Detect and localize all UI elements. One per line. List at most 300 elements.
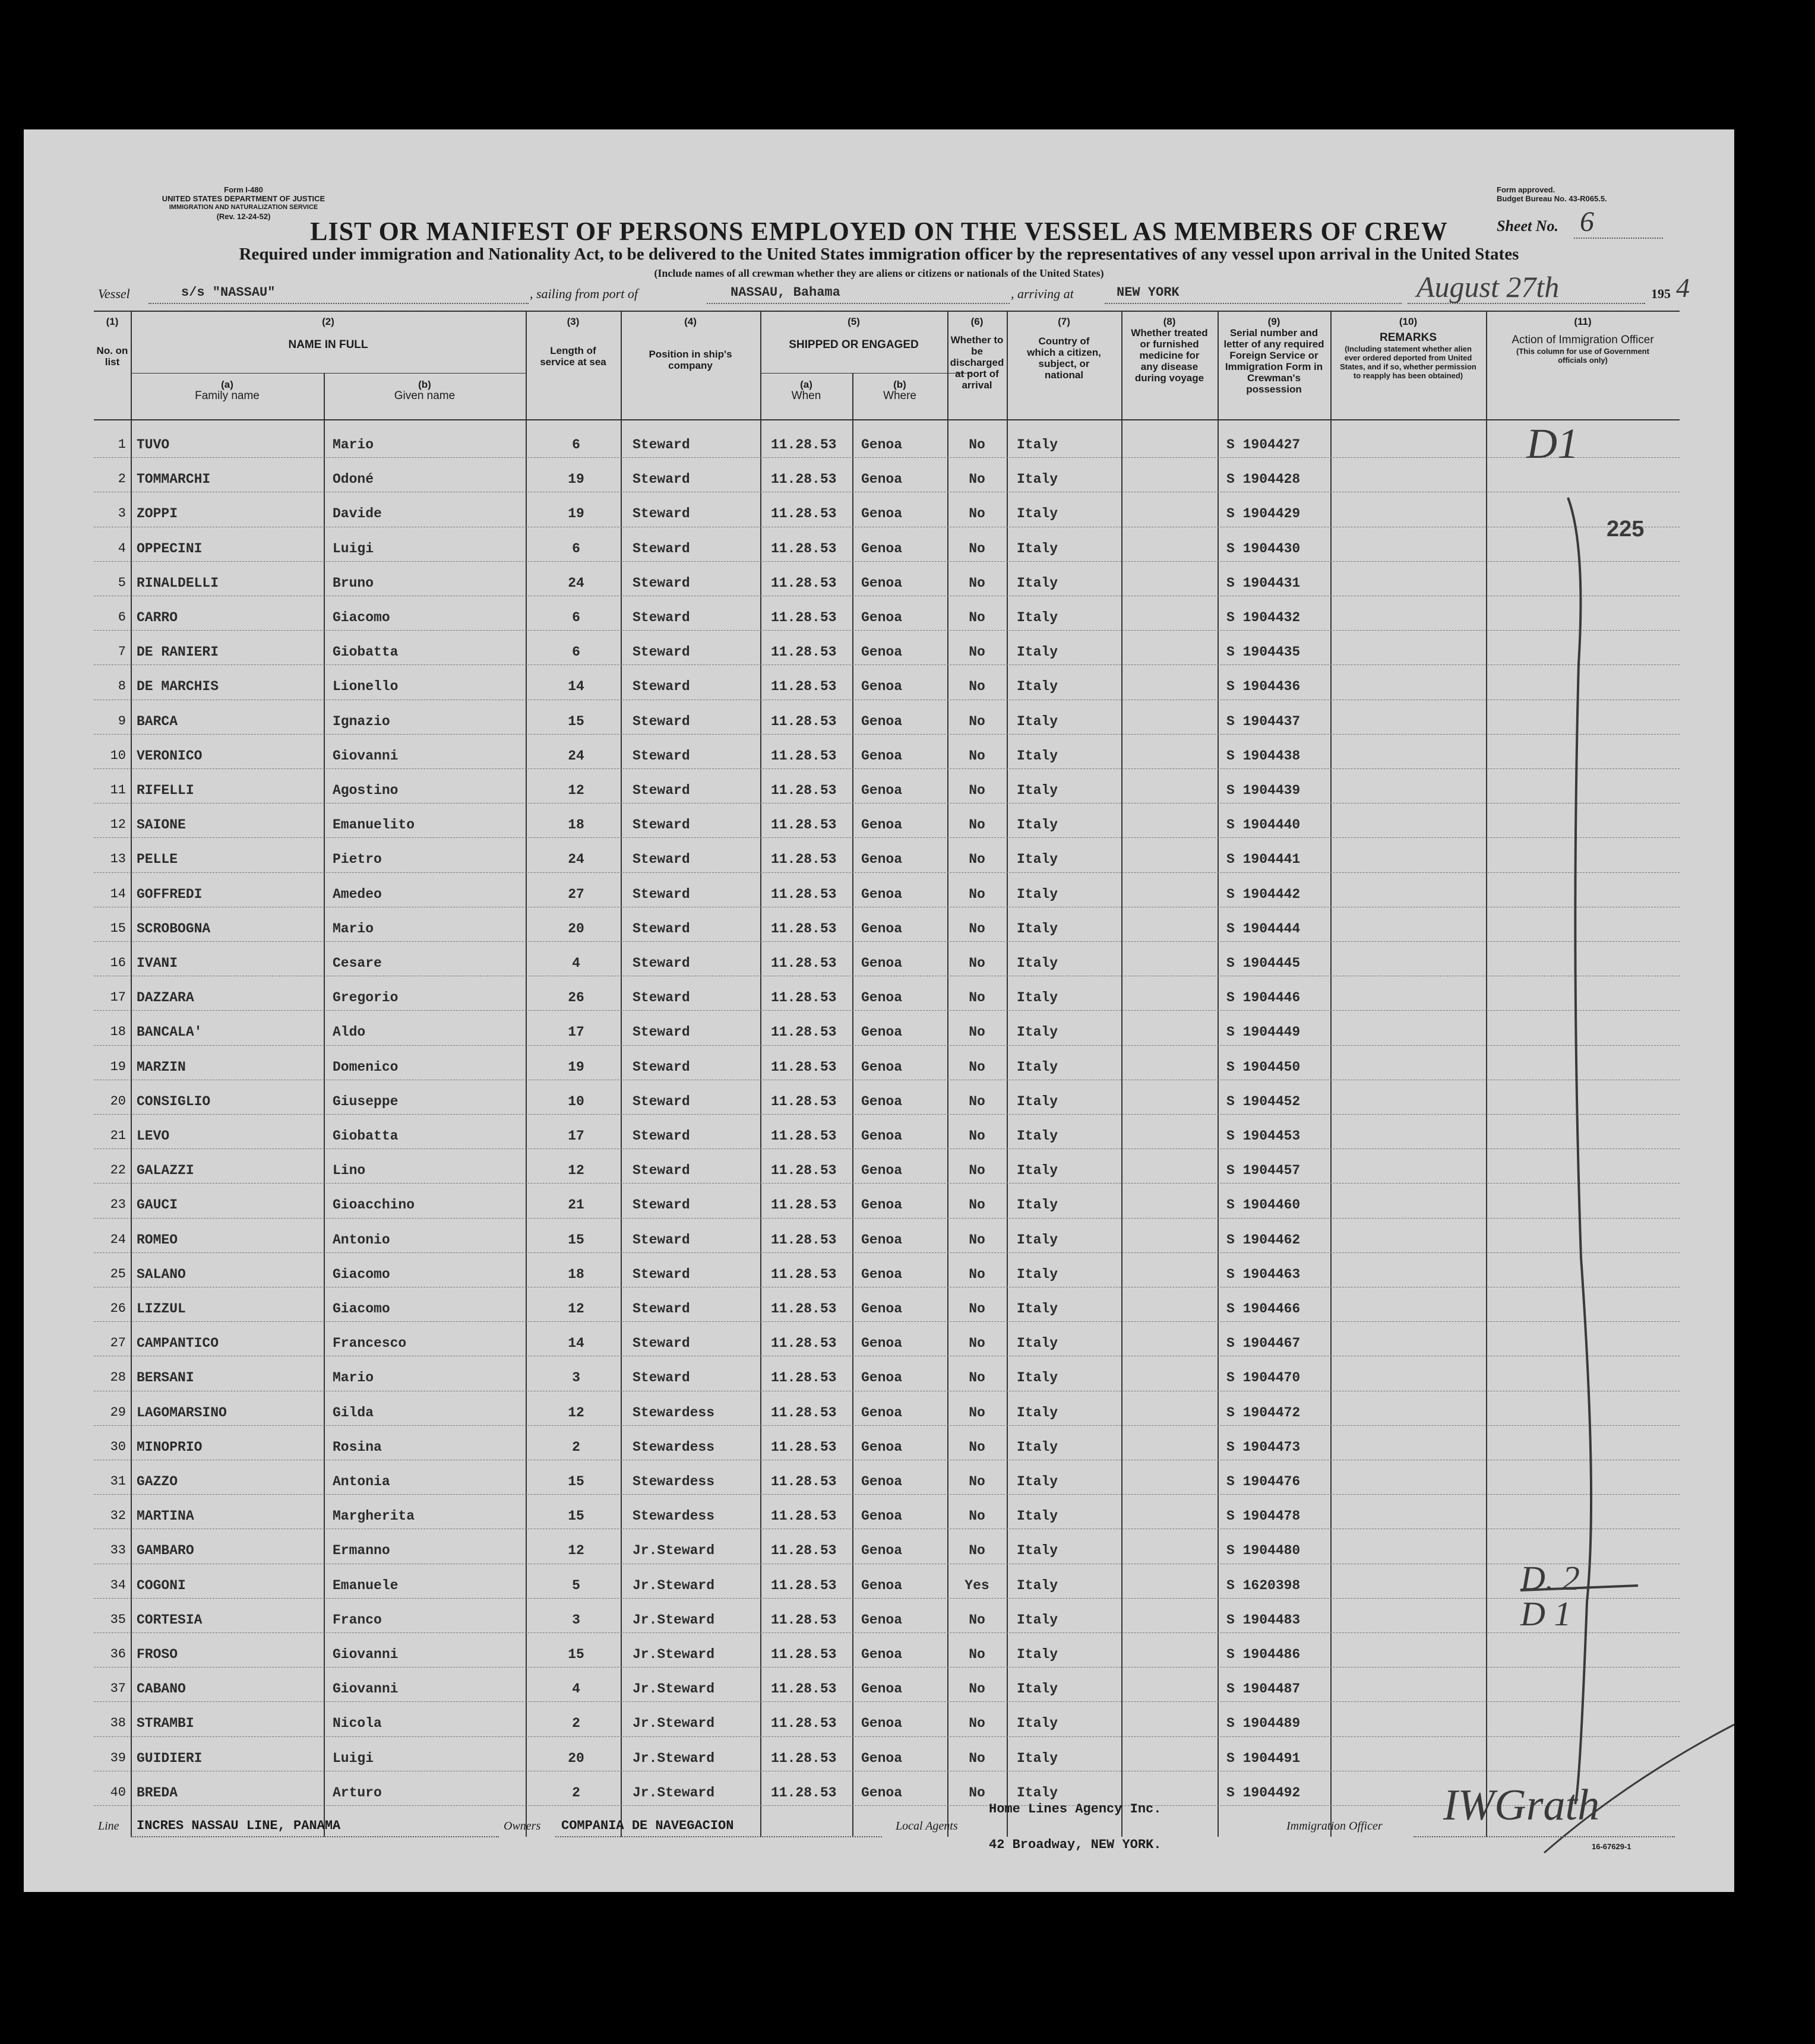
crew-given-cell: Odoné — [333, 472, 374, 488]
crew-country-cell: Italy — [1017, 1059, 1058, 1075]
crew-country-cell: Italy — [1017, 1093, 1058, 1109]
crew-country-cell: Italy — [1017, 610, 1058, 625]
crew-given-cell: Margherita — [333, 1508, 415, 1524]
crew-service-cell: 24 — [568, 748, 584, 764]
crew-position-cell: Steward — [633, 920, 690, 936]
list-number: 13 — [110, 852, 126, 867]
list-number: 27 — [110, 1336, 126, 1351]
col2a-letter: (a) — [221, 379, 233, 390]
crew-when-cell: 11.28.53 — [771, 1508, 837, 1524]
crew-serial-cell: S 1904489 — [1226, 1716, 1301, 1732]
col6-label: Whether to be discharged at port of arrival — [950, 334, 1004, 391]
pen-marks — [24, 129, 1734, 1892]
crew-when-cell: 11.28.53 — [771, 644, 837, 660]
crew-discharge-cell: No — [969, 1059, 985, 1075]
crew-family-cell: GAZZO — [137, 1474, 178, 1489]
col9-number: (9) — [1267, 316, 1280, 327]
crew-country-cell: Italy — [1017, 748, 1058, 764]
crew-where-cell: Genoa — [861, 886, 903, 902]
crew-family-cell: BANCALA' — [137, 1024, 203, 1040]
crew-given-cell: Lionello — [333, 679, 399, 695]
crew-given-cell: Agostino — [333, 783, 399, 798]
crew-position-cell: Steward — [633, 817, 690, 833]
crew-family-cell: MARTINA — [137, 1508, 194, 1524]
crew-when-cell: 11.28.53 — [771, 1681, 837, 1697]
col5-number: (5) — [848, 316, 860, 327]
crew-family-cell: ROMEO — [137, 1232, 178, 1248]
crew-country-cell: Italy — [1017, 540, 1058, 556]
list-number: 40 — [110, 1784, 126, 1800]
crew-service-cell: 12 — [568, 1163, 584, 1179]
crew-position-cell: Steward — [633, 1232, 690, 1248]
crew-service-cell: 10 — [568, 1093, 584, 1109]
crew-when-cell: 11.28.53 — [771, 713, 837, 729]
crew-country-cell: Italy — [1017, 1024, 1058, 1040]
crew-discharge-cell: No — [969, 1508, 985, 1524]
crew-serial-cell: S 1904486 — [1226, 1647, 1301, 1662]
crew-position-cell: Steward — [633, 748, 690, 764]
crew-given-cell: Mario — [333, 920, 374, 936]
crew-country-cell: Italy — [1017, 1370, 1058, 1386]
sheet-number: 6 — [1580, 206, 1594, 238]
crew-when-cell: 11.28.53 — [771, 1577, 837, 1593]
crew-where-cell: Genoa — [861, 1059, 903, 1075]
crew-service-cell: 12 — [568, 1301, 584, 1317]
crew-when-cell: 11.28.53 — [771, 1163, 837, 1179]
crew-where-cell: Genoa — [861, 1681, 903, 1697]
crew-family-cell: IVANI — [137, 955, 178, 971]
crew-serial-cell: S 1904439 — [1226, 783, 1301, 798]
crew-service-cell: 17 — [568, 1024, 584, 1040]
crew-where-cell: Genoa — [861, 1197, 903, 1213]
crew-discharge-cell: No — [969, 886, 985, 902]
crew-discharge-cell: No — [969, 1647, 985, 1662]
crew-family-cell: GAUCI — [137, 1197, 178, 1213]
crew-position-cell: Steward — [633, 1093, 690, 1109]
crew-when-cell: 11.28.53 — [771, 1093, 837, 1109]
annotation-d1-top: D1 — [1526, 420, 1579, 467]
crew-discharge-cell: No — [969, 1439, 985, 1455]
line-label: Line — [98, 1820, 119, 1833]
crew-service-cell: 6 — [572, 610, 580, 625]
crew-where-cell: Genoa — [861, 1439, 903, 1455]
crew-family-cell: CABANO — [137, 1681, 186, 1697]
crew-when-cell: 11.28.53 — [771, 886, 837, 902]
crew-country-cell: Italy — [1017, 955, 1058, 971]
vessel-label: Vessel — [98, 286, 130, 301]
manifest-title: LIST OR MANIFEST OF PERSONS EMPLOYED ON THE VESSEL AS MEMBERS OF CREW — [310, 217, 1448, 246]
crew-service-cell: 15 — [568, 1232, 584, 1248]
crew-when-cell: 11.28.53 — [771, 1716, 837, 1732]
crew-serial-cell: S 1620398 — [1226, 1577, 1301, 1593]
crew-serial-cell: S 1904431 — [1226, 575, 1301, 591]
annotation-count: 225 — [1607, 517, 1645, 542]
crew-where-cell: Genoa — [861, 1543, 903, 1559]
crew-serial-cell: S 1904427 — [1226, 437, 1301, 453]
crew-serial-cell: S 1904449 — [1226, 1024, 1301, 1040]
crew-serial-cell: S 1904450 — [1226, 1059, 1301, 1075]
crew-country-cell: Italy — [1017, 1197, 1058, 1213]
col8-number: (8) — [1163, 316, 1176, 327]
crew-country-cell: Italy — [1017, 506, 1058, 522]
crew-serial-cell: S 1904428 — [1226, 472, 1301, 488]
arriving-label: , arriving at — [1011, 286, 1074, 301]
crew-when-cell: 11.28.53 — [771, 575, 837, 591]
crew-discharge-cell: No — [969, 1232, 985, 1248]
crew-serial-cell: S 1904463 — [1226, 1266, 1301, 1282]
crew-serial-cell: S 1904432 — [1226, 610, 1301, 625]
crew-where-cell: Genoa — [861, 1577, 903, 1593]
crew-family-cell: ZOPPI — [137, 506, 178, 522]
crew-position-cell: Steward — [633, 1024, 690, 1040]
crew-given-cell: Luigi — [333, 1750, 374, 1766]
crew-where-cell: Genoa — [861, 1093, 903, 1109]
crew-country-cell: Italy — [1017, 1163, 1058, 1179]
crew-discharge-cell: No — [969, 1128, 985, 1144]
crew-position-cell: Steward — [633, 679, 690, 695]
crew-position-cell: Stewardess — [633, 1404, 715, 1420]
crew-discharge-cell: No — [969, 1024, 985, 1040]
crew-when-cell: 11.28.53 — [771, 1266, 837, 1282]
list-number: 22 — [110, 1163, 126, 1178]
list-number: 1 — [118, 437, 126, 452]
crew-service-cell: 2 — [572, 1439, 580, 1455]
crew-where-cell: Genoa — [861, 990, 903, 1006]
crew-discharge-cell: No — [969, 783, 985, 798]
crew-family-cell: TUVO — [137, 437, 170, 453]
crew-serial-cell: S 1904476 — [1226, 1474, 1301, 1489]
crew-discharge-cell: No — [969, 1681, 985, 1697]
crew-country-cell: Italy — [1017, 1647, 1058, 1662]
list-number: 25 — [110, 1266, 126, 1282]
crew-serial-cell: S 1904480 — [1226, 1543, 1301, 1559]
crew-position-cell: Stewardess — [633, 1474, 715, 1489]
crew-family-cell: CONSIGLIO — [137, 1093, 211, 1109]
crew-discharge-cell: No — [969, 852, 985, 868]
crew-position-cell: Jr.Steward — [633, 1647, 715, 1662]
crew-discharge-cell: No — [969, 1370, 985, 1386]
list-number: 5 — [118, 575, 126, 590]
col10-label: REMARKS — [1379, 331, 1437, 344]
agents-value-2: 42 Broadway, NEW YORK. — [989, 1837, 1162, 1852]
crew-position-cell: Jr.Steward — [633, 1577, 715, 1593]
crew-service-cell: 6 — [572, 644, 580, 660]
crew-service-cell: 15 — [568, 1474, 584, 1489]
crew-service-cell: 20 — [568, 1750, 584, 1766]
crew-where-cell: Genoa — [861, 575, 903, 591]
crew-given-cell: Lino — [333, 1163, 366, 1179]
crew-given-cell: Gioacchino — [333, 1197, 415, 1213]
crew-serial-cell: S 1904483 — [1226, 1612, 1301, 1628]
crew-given-cell: Francesco — [333, 1336, 407, 1352]
form-approved: Form approved. — [1497, 185, 1555, 194]
crew-position-cell: Steward — [633, 540, 690, 556]
crew-where-cell: Genoa — [861, 437, 903, 453]
crew-country-cell: Italy — [1017, 437, 1058, 453]
list-number: 11 — [110, 783, 126, 798]
agents-label: Local Agents — [896, 1820, 958, 1833]
crew-given-cell: Bruno — [333, 575, 374, 591]
crew-where-cell: Genoa — [861, 644, 903, 660]
crew-given-cell: Pietro — [333, 852, 382, 868]
crew-where-cell: Genoa — [861, 1716, 903, 1732]
crew-discharge-cell: No — [969, 713, 985, 729]
crew-country-cell: Italy — [1017, 852, 1058, 868]
crew-position-cell: Steward — [633, 437, 690, 453]
crew-when-cell: 11.28.53 — [771, 1543, 837, 1559]
list-number: 21 — [110, 1128, 126, 1143]
crew-discharge-cell: No — [969, 1197, 985, 1213]
col7-label: Country of which a citizen, subject, or national — [1027, 336, 1101, 381]
crew-discharge-cell: No — [969, 437, 985, 453]
list-number: 4 — [118, 540, 126, 556]
crew-position-cell: Steward — [633, 472, 690, 488]
crew-service-cell: 18 — [568, 1266, 584, 1282]
crew-serial-cell: S 1904492 — [1226, 1784, 1301, 1801]
list-number: 10 — [110, 748, 126, 763]
crew-given-cell: Mario — [333, 1370, 374, 1386]
list-number: 8 — [118, 679, 126, 694]
list-number: 30 — [110, 1439, 126, 1454]
crew-when-cell: 11.28.53 — [771, 506, 837, 522]
crew-family-cell: VERONICO — [137, 748, 203, 764]
arriving-port: NEW YORK — [1117, 285, 1180, 300]
col11-label: Action of Immigration Officer — [1512, 334, 1654, 346]
crew-discharge-cell: No — [969, 1543, 985, 1559]
crew-family-cell: RIFELLI — [137, 783, 194, 798]
sailing-port: NASSAU, Bahama — [731, 285, 840, 300]
col11-note: (This column for use of Government officials only) — [1516, 347, 1649, 365]
owners-value: COMPANIA DE NAVEGACION — [561, 1818, 734, 1833]
list-number: 3 — [118, 506, 126, 521]
crew-service-cell: 14 — [568, 679, 584, 695]
crew-service-cell: 20 — [568, 920, 584, 936]
crew-serial-cell: S 1904438 — [1226, 748, 1301, 764]
crew-service-cell: 12 — [568, 1543, 584, 1559]
crew-position-cell: Jr.Steward — [633, 1784, 715, 1801]
crew-when-cell: 11.28.53 — [771, 817, 837, 833]
col8-label: Whether treated or furnished medicine for any disease during voyage — [1131, 327, 1208, 384]
crew-position-cell: Steward — [633, 1163, 690, 1179]
crew-given-cell: Gregorio — [333, 990, 399, 1006]
crew-family-cell: LIZZUL — [137, 1301, 186, 1317]
crew-when-cell: 11.28.53 — [771, 955, 837, 971]
crew-country-cell: Italy — [1017, 783, 1058, 798]
crew-position-cell: Steward — [633, 610, 690, 625]
crew-discharge-cell: No — [969, 955, 985, 971]
crew-position-cell: Jr.Steward — [633, 1543, 715, 1559]
list-number: 35 — [110, 1612, 126, 1627]
crew-given-cell: Antonio — [333, 1232, 390, 1248]
crew-service-cell: 27 — [568, 886, 584, 902]
crew-position-cell: Stewardess — [633, 1439, 715, 1455]
col1-label: No. on list — [96, 345, 128, 368]
crew-discharge-cell: No — [969, 1093, 985, 1109]
crew-serial-cell: S 1904467 — [1226, 1336, 1301, 1352]
col2b-letter: (b) — [418, 379, 431, 390]
crew-where-cell: Genoa — [861, 1301, 903, 1317]
crew-given-cell: Nicola — [333, 1716, 382, 1732]
crew-when-cell: 11.28.53 — [771, 1370, 837, 1386]
crew-discharge-cell: No — [969, 1612, 985, 1628]
crew-where-cell: Genoa — [861, 1232, 903, 1248]
manifest-subtitle: Required under immigration and Nationality Act, to be delivered to the United States immigration officer by the representatives of any vessel upon arrival in the United States — [239, 245, 1519, 264]
year-suffix: 4 — [1676, 273, 1690, 303]
annotation-d1-lower: D 1 — [1520, 1594, 1571, 1633]
col5-label: SHIPPED OR ENGAGED — [789, 338, 919, 351]
crew-discharge-cell: No — [969, 990, 985, 1006]
crew-country-cell: Italy — [1017, 1336, 1058, 1352]
col4-label: Position in ship's company — [649, 349, 732, 371]
crew-when-cell: 11.28.53 — [771, 852, 837, 868]
col2b-label: Given name — [394, 390, 456, 402]
crew-country-cell: Italy — [1017, 1750, 1058, 1766]
crew-family-cell: GOFFREDI — [137, 886, 203, 902]
crew-discharge-cell: No — [969, 1404, 985, 1420]
crew-country-cell: Italy — [1017, 920, 1058, 936]
crew-service-cell: 3 — [572, 1370, 580, 1386]
crew-service-cell: 3 — [572, 1612, 580, 1628]
crew-given-cell: Giacomo — [333, 1301, 390, 1317]
col5a-label: When — [791, 390, 821, 402]
list-number: 28 — [110, 1370, 126, 1385]
crew-family-cell: CAMPANTICO — [137, 1336, 219, 1352]
crew-serial-cell: S 1904473 — [1226, 1439, 1301, 1455]
crew-where-cell: Genoa — [861, 713, 903, 729]
crew-country-cell: Italy — [1017, 472, 1058, 488]
list-number: 18 — [110, 1024, 126, 1040]
crew-family-cell: MINOPRIO — [137, 1439, 203, 1455]
list-number: 12 — [110, 817, 126, 833]
crew-given-cell: Rosina — [333, 1439, 382, 1455]
crew-when-cell: 11.28.53 — [771, 1647, 837, 1662]
crew-when-cell: 11.28.53 — [771, 540, 837, 556]
crew-where-cell: Genoa — [861, 540, 903, 556]
crew-service-cell: 5 — [572, 1577, 580, 1593]
crew-country-cell: Italy — [1017, 1404, 1058, 1420]
crew-discharge-cell: No — [969, 1163, 985, 1179]
crew-service-cell: 12 — [568, 783, 584, 798]
crew-where-cell: Genoa — [861, 506, 903, 522]
agents-value-1: Home Lines Agency Inc. — [989, 1802, 1162, 1817]
crew-given-cell: Ignazio — [333, 713, 390, 729]
crew-where-cell: Genoa — [861, 1647, 903, 1662]
crew-country-cell: Italy — [1017, 1439, 1058, 1455]
crew-service-cell: 19 — [568, 1059, 584, 1075]
print-code: 16-67629-1 — [1592, 1842, 1631, 1851]
crew-serial-cell: S 1904437 — [1226, 713, 1301, 729]
crew-country-cell: Italy — [1017, 1266, 1058, 1282]
crew-family-cell: OPPECINI — [137, 540, 203, 556]
col7-number: (7) — [1058, 316, 1070, 327]
col9-label: Serial number and letter of any required Foreign Service or Immigration Form in Crewman's possession — [1223, 327, 1324, 395]
crew-service-cell: 17 — [568, 1128, 584, 1144]
crew-service-cell: 24 — [568, 852, 584, 868]
crew-country-cell: Italy — [1017, 990, 1058, 1006]
crew-family-cell: DAZZARA — [137, 990, 194, 1006]
crew-service-cell: 15 — [568, 713, 584, 729]
crew-position-cell: Steward — [633, 644, 690, 660]
crew-service-cell: 4 — [572, 1681, 580, 1697]
crew-family-cell: PELLE — [137, 852, 178, 868]
crew-discharge-cell: Yes — [965, 1577, 989, 1593]
list-number: 14 — [110, 886, 126, 901]
crew-when-cell: 11.28.53 — [771, 748, 837, 764]
sailing-label: , sailing from port of — [530, 286, 638, 301]
crew-where-cell: Genoa — [861, 1128, 903, 1144]
crew-serial-cell: S 1904487 — [1226, 1681, 1301, 1697]
crew-serial-cell: S 1904446 — [1226, 990, 1301, 1006]
crew-family-cell: DE RANIERI — [137, 644, 219, 660]
crew-discharge-cell: No — [969, 472, 985, 488]
col5a-letter: (a) — [800, 379, 812, 390]
crew-serial-cell: S 1904430 — [1226, 540, 1301, 556]
crew-where-cell: Genoa — [861, 679, 903, 695]
sheet-label: Sheet No. — [1497, 217, 1558, 235]
crew-country-cell: Italy — [1017, 1543, 1058, 1559]
crew-position-cell: Steward — [633, 955, 690, 971]
crew-serial-cell: S 1904440 — [1226, 817, 1301, 833]
crew-given-cell: Giovanni — [333, 748, 399, 764]
crew-serial-cell: S 1904453 — [1226, 1128, 1301, 1144]
crew-position-cell: Steward — [633, 1336, 690, 1352]
crew-where-cell: Genoa — [861, 1474, 903, 1489]
crew-given-cell: Giobatta — [333, 644, 399, 660]
crew-position-cell: Jr.Steward — [633, 1716, 715, 1732]
crew-family-cell: GUIDIERI — [137, 1750, 203, 1766]
crew-position-cell: Jr.Steward — [633, 1681, 715, 1697]
crew-family-cell: GAMBARO — [137, 1543, 194, 1559]
crew-where-cell: Genoa — [861, 1024, 903, 1040]
crew-country-cell: Italy — [1017, 644, 1058, 660]
crew-when-cell: 11.28.53 — [771, 1404, 837, 1420]
crew-where-cell: Genoa — [861, 748, 903, 764]
crew-given-cell: Luigi — [333, 540, 374, 556]
crew-country-cell: Italy — [1017, 1577, 1058, 1593]
crew-serial-cell: S 1904470 — [1226, 1370, 1301, 1386]
arrival-date: August 27th — [1416, 270, 1560, 303]
crew-where-cell: Genoa — [861, 1370, 903, 1386]
crew-country-cell: Italy — [1017, 1716, 1058, 1732]
crew-position-cell: Steward — [633, 1301, 690, 1317]
col10-number: (10) — [1399, 316, 1418, 327]
crew-when-cell: 11.28.53 — [771, 1024, 837, 1040]
col2a-label: Family name — [195, 390, 260, 402]
list-number: 26 — [110, 1301, 126, 1316]
crew-service-cell: 26 — [568, 990, 584, 1006]
crew-service-cell: 15 — [568, 1508, 584, 1524]
crew-position-cell: Steward — [633, 1266, 690, 1282]
crew-country-cell: Italy — [1017, 575, 1058, 591]
crew-position-cell: Steward — [633, 575, 690, 591]
crew-serial-cell: S 1904441 — [1226, 852, 1301, 868]
list-number: 38 — [110, 1716, 126, 1731]
crew-family-cell: BARCA — [137, 713, 178, 729]
crew-country-cell: Italy — [1017, 713, 1058, 729]
crew-given-cell: Aldo — [333, 1024, 366, 1040]
crew-given-cell: Giacomo — [333, 610, 390, 625]
list-number: 7 — [118, 644, 126, 660]
crew-family-cell: CARRO — [137, 610, 178, 625]
crew-where-cell: Genoa — [861, 1266, 903, 1282]
crew-where-cell: Genoa — [861, 783, 903, 798]
list-number: 19 — [110, 1059, 126, 1074]
crew-where-cell: Genoa — [861, 955, 903, 971]
crew-given-cell: Davide — [333, 506, 382, 522]
crew-serial-cell: S 1904436 — [1226, 679, 1301, 695]
crew-service-cell: 2 — [572, 1716, 580, 1732]
col5b-label: Where — [883, 390, 916, 402]
